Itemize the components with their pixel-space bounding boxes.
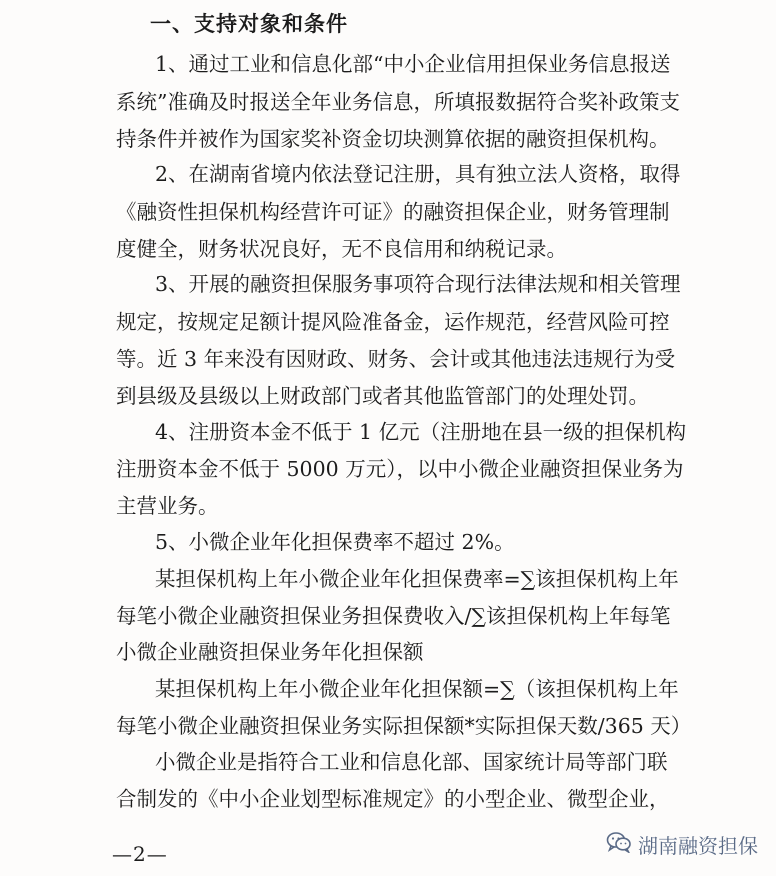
wechat-icon <box>606 831 632 858</box>
text-line: 持条件并被作为国家奖补资金切块测算依据的融资担保机构。 <box>116 127 670 151</box>
text-line: 5、小微企业年化担保费率不超过 2%。 <box>155 530 515 554</box>
text-line: 度健全，财务状况良好，无不良信用和纳税记录。 <box>116 237 567 261</box>
text-line: 2、在湖南省境内依法登记注册，具有独立法人资格，取得 <box>155 162 681 186</box>
text-line: 3、开展的融资担保服务事项符合现行法律法规和相关管理 <box>155 272 681 296</box>
text-line: 小微企业是指符合工业和信息化部、国家统计局等部门联 <box>155 750 668 774</box>
text-line: 《融资性担保机构经营许可证》的融资担保企业，财务管理制 <box>116 200 670 224</box>
text-line: 合制发的《中小企业划型标准规定》的小型企业、微型企业， <box>116 787 670 811</box>
text-line: 某担保机构上年小微企业年化担保费率=∑该担保机构上年 <box>155 567 679 591</box>
text-line: 某担保机构上年小微企业年化担保额=∑（该担保机构上年 <box>155 677 679 701</box>
text-line: 注册资本金不低于 5000 万元），以中小微企业融资担保业务为 <box>116 457 684 481</box>
text-line: 每笔小微企业融资担保业务担保费收入/∑该担保机构上年每笔 <box>116 604 671 628</box>
section-heading: 一、支持对象和条件 <box>150 12 348 36</box>
wechat-watermark <box>606 830 758 859</box>
text-line: 规定，按规定足额计提风险准备金，运作规范，经营风险可控 <box>116 310 670 334</box>
text-line: 等。近 3 年来没有因财政、财务、会计或其他违法违规行为受 <box>116 347 676 371</box>
text-line: 每笔小微企业融资担保业务实际担保额*实际担保天数/365 天） <box>116 714 692 738</box>
text-line: 4、注册资本金不低于 1 亿元（注册地在县一级的担保机构 <box>155 420 687 444</box>
text-line: 到县级及县级以上财政部门或者其他监管部门的处理处罚。 <box>116 384 649 408</box>
text-line: 主营业务。 <box>116 494 219 518</box>
text-line: 系统”准确及时报送全年业务信息，所填报数据符合奖补政策支 <box>116 90 680 114</box>
text-line: 小微企业融资担保业务年化担保额 <box>116 640 424 664</box>
page-number: —2— <box>112 842 168 866</box>
text-line: 1、通过工业和信息化部“中小企业信用担保业务信息报送 <box>155 52 671 76</box>
watermark-text: 湖南融资担保 <box>638 834 758 858</box>
